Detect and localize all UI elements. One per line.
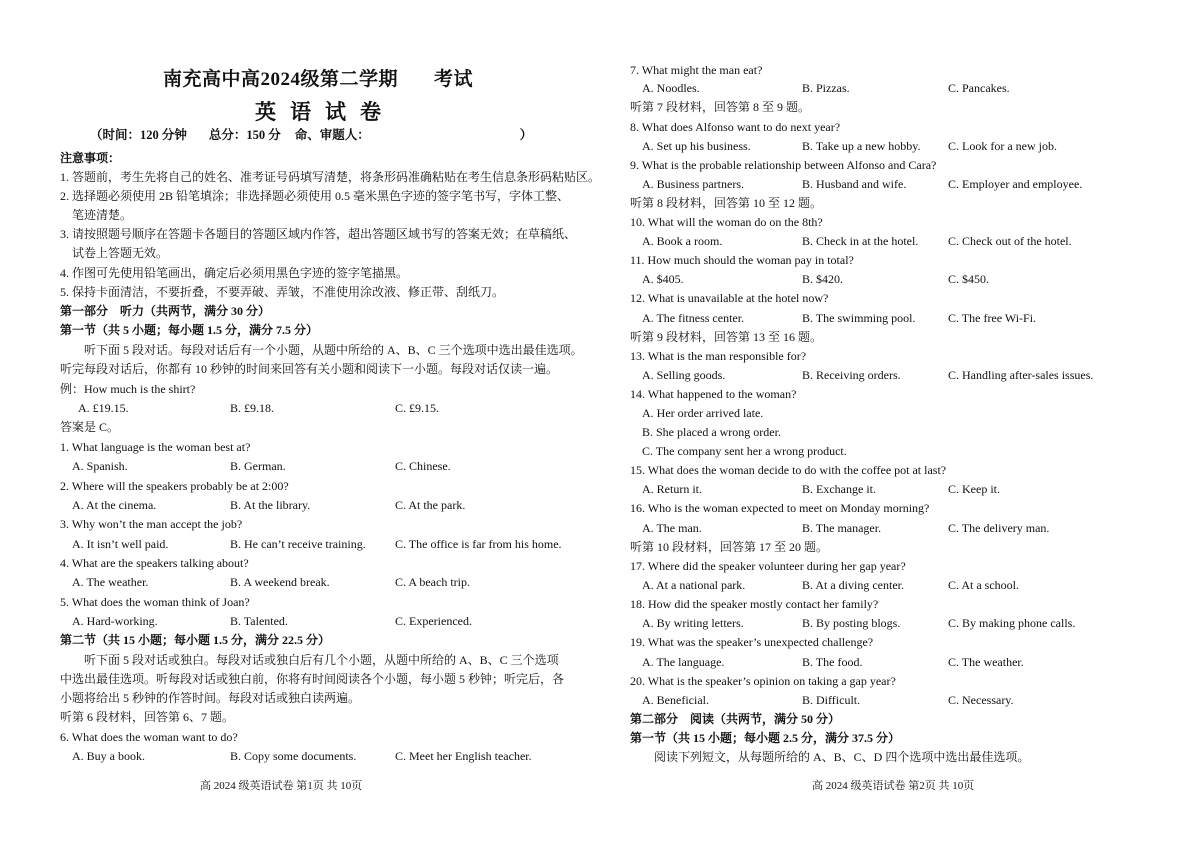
option-c: C. Chinese. [395,459,451,473]
option-b: B. By posting blogs. [802,616,901,630]
option-c: C. At a school. [948,578,1019,592]
question-16-options [630,521,1160,535]
example-question: 例：How much is the shirt? [60,382,196,396]
part1-sec1-heading: 第一节（共 5 小题；每小题 1.5 分，满分 7.5 分） [60,323,319,337]
question-20-options [630,693,1160,707]
option-b: B. The food. [802,655,863,669]
option-b: B. $420. [802,272,844,286]
option-a: A. It isn’t well paid. [72,537,169,551]
option-c: C. By making phone calls. [948,616,1076,630]
option-b: B. A weekend break. [230,575,330,589]
question-13-options [630,368,1160,382]
option-a: A. Selling goods. [642,368,726,382]
notes-heading: 注意事项： [60,151,121,165]
part2-sec1-instr: 阅读下列短文，从每题所给的 A、B、C、D 四个选项中选出最佳选项。 [654,750,1030,764]
option-c: C. The free Wi-Fi. [948,311,1037,325]
question-9: 9. What is the probable relationship between Alfonso and Cara? [630,158,937,172]
option-b: B. Receiving orders. [802,368,901,382]
option-a: A. Hard-working. [72,614,158,628]
option-c: C. The weather. [948,655,1024,669]
option-c: C. Pancakes. [948,81,1010,95]
part1-sec2-heading: 第二节（共 15 小题；每小题 1.5 分，满分 22.5 分） [60,633,331,647]
question-18-options [630,616,1160,630]
option-c: C. At the park. [395,498,466,512]
question-7-options [630,81,1160,95]
subject-title: 英语试卷 [255,100,395,124]
option-b: B. The manager. [802,521,882,535]
option-b: B. German. [230,459,286,473]
part1-sec1-instr: 听下面 5 段对话。每段对话后有一个小题，从题中所给的 A、B、C 三个选项中选出最佳选项。 [84,343,583,357]
note-1: 1. 答题前，考生先将自己的姓名、准考证号码填写清楚，将条形码准确粘贴在考生信息条形码粘贴区。 [60,170,601,184]
option-a: A. At the cinema. [72,498,157,512]
question-1: 1. What language is the woman best at? [60,440,251,454]
example-options [60,401,590,415]
question-11: 11. How much should the woman pay in total? [630,253,854,267]
option-c: C. The office is far from his home. [395,537,562,551]
question-17-options [630,578,1160,592]
question-6: 6. What does the woman want to do? [60,730,238,744]
option-c: C. Handling after-sales issues. [948,368,1094,382]
option-c: C. Employer and employee. [948,177,1083,191]
part1-sec2-instr-cont2: 小题将给出 5 秒钟的作答时间。每段对话或独白读两遍。 [60,691,361,705]
question-20: 20. What is the speaker’s opinion on taking a gap year? [630,674,896,688]
part1-sec1-instr-cont: 听完每段对话后，你都有 10 秒钟的时间来回答有关小题和阅读下一小题。每段对话仅读一遍。 [60,362,559,376]
option-c: C. Check out of the hotel. [948,234,1072,248]
option-b: B. At the library. [230,498,311,512]
option-c: C. $450. [948,272,990,286]
option-a: A. $405. [642,272,684,286]
option-c: C. Meet her English teacher. [395,749,532,763]
question-8: 8. What does Alfonso want to do next year? [630,120,841,134]
question-3: 3. Why won’t the man accept the job? [60,517,243,531]
question-19-options [630,655,1160,669]
question-5-options [60,614,590,628]
material-8-instr: 听第 8 段材料，回答第 10 至 12 题。 [630,196,823,210]
option-a: A. Set up his business. [642,139,751,153]
option-b: B. Husband and wife. [802,177,907,191]
question-12-options [630,311,1160,325]
note-2-cont: 笔迹清楚。 [72,208,133,222]
material-6-instr: 听第 6 段材料，回答第 6、7 题。 [60,710,235,724]
option-a: A. The fitness center. [642,311,745,325]
question-10: 10. What will the woman do on the 8th? [630,215,823,229]
question-19: 19. What was the speaker’s unexpected challenge? [630,635,874,649]
question-5: 5. What does the woman think of Joan? [60,595,250,609]
question-17: 17. Where did the speaker volunteer during her gap year? [630,559,906,573]
material-7-instr: 听第 7 段材料，回答第 8 至 9 题。 [630,100,811,114]
question-11-options [630,272,1160,286]
option-b: B. Difficult. [802,693,861,707]
question-3-options [60,537,590,551]
option-b: B. Pizzas. [802,81,850,95]
part1-sec2-instr-cont: 中选出最佳选项。听每段对话或独白前，你将有时间阅读各个小题，每小题 5 秒钟；听完后，各 [60,672,565,686]
question-14-option-b: B. She placed a wrong order. [642,425,781,439]
part2-heading: 第二部分 阅读（共两节，满分 50 分） [630,712,841,726]
option-c: C. Experienced. [395,614,472,628]
question-2: 2. Where will the speakers probably be at 2:00? [60,479,289,493]
question-14-option-a: A. Her order arrived late. [642,406,764,420]
question-4-options [60,575,590,589]
option-a: A. £19.15. [78,401,129,415]
option-b: B. £9.18. [230,401,275,415]
option-c: C. Necessary. [948,693,1014,707]
option-c: C. Look for a new job. [948,139,1057,153]
option-a: A. Buy a book. [72,749,145,763]
option-c: C. The delivery man. [948,521,1050,535]
option-a: A. The weather. [72,575,149,589]
page-footer: 高 2024 级英语试卷 第1页 共 10页 [200,780,363,792]
option-b: B. At a diving center. [802,578,904,592]
question-8-options [630,139,1160,153]
part2-sec1-heading: 第一节（共 15 小题；每小题 2.5 分，满分 37.5 分） [630,731,901,745]
option-a: A. The language. [642,655,725,669]
note-4: 4. 作图可先使用铅笔画出，确定后必须用黑色字迹的签字笔描黑。 [60,266,409,280]
option-a: A. Business partners. [642,177,744,191]
option-b: B. Take up a new hobby. [802,139,921,153]
note-3: 3. 请按照题号顺序在答题卡各题目的答题区域内作答，超出答题区域书写的答案无效；在草稿纸、 [60,227,577,241]
option-b: B. Check in at the hotel. [802,234,919,248]
question-7: 7. What might the man eat? [630,63,763,77]
example-answer: 答案是 C。 [60,420,120,434]
option-a: A. Book a room. [642,234,723,248]
option-b: B. Talented. [230,614,288,628]
question-13: 13. What is the man responsible for? [630,349,807,363]
question-4: 4. What are the speakers talking about? [60,556,249,570]
material-9-instr: 听第 9 段材料，回答第 13 至 16 题。 [630,330,823,344]
option-a: A. By writing letters. [642,616,744,630]
question-6-options [60,749,590,763]
note-2: 2. 选择题必须使用 2B 铅笔填涂；非选择题必须使用 0.5 毫米黑色字迹的签字笔书写，字体工整、 [60,189,570,203]
option-b: B. Exchange it. [802,482,876,496]
question-16: 16. Who is the woman expected to meet on Monday morning? [630,501,930,515]
option-b: B. He can’t receive training. [230,537,366,551]
question-18: 18. How did the speaker mostly contact her family? [630,597,879,611]
option-b: B. The swimming pool. [802,311,916,325]
question-15: 15. What does the woman decide to do with the coffee pot at last? [630,463,947,477]
page-2 [630,0,1160,847]
option-c: C. Keep it. [948,482,1000,496]
question-15-options [630,482,1160,496]
option-a: A. The man. [642,521,702,535]
option-b: B. Copy some documents. [230,749,357,763]
option-c: C. A beach trip. [395,575,470,589]
material-10-instr: 听第 10 段材料，回答第 17 至 20 题。 [630,540,829,554]
note-5: 5. 保持卡面清洁，不要折叠，不要弄破、弄皱，不准使用涂改液、修正带、刮纸刀。 [60,285,505,299]
option-a: A. Spanish. [72,459,128,473]
question-12: 12. What is unavailable at the hotel now? [630,291,829,305]
exam-title: 南充高中高2024级第二学期 考试 [163,69,474,90]
question-9-options [630,177,1160,191]
page-1 [60,0,601,847]
option-a: A. Return it. [642,482,702,496]
part1-sec2-instr: 听下面 5 段对话或独白。每段对话或独白后有几个小题，从题中所给的 A、B、C 三个选项 [84,653,559,667]
option-a: A. Beneficial. [642,693,709,707]
option-a: A. Noodles. [642,81,700,95]
option-a: A. At a national park. [642,578,746,592]
option-c: C. £9.15. [395,401,440,415]
question-10-options [630,234,1160,248]
exam-meta: （时间：120 分钟 总分：150 分 命、审题人： ） [90,128,533,142]
question-1-options [60,459,590,473]
question-14: 14. What happened to the woman? [630,387,797,401]
part1-heading: 第一部分 听力（共两节，满分 30 分） [60,304,271,318]
question-2-options [60,498,590,512]
question-14-option-c: C. The company sent her a wrong product. [642,444,847,458]
note-3-cont: 试卷上答题无效。 [72,246,169,260]
page-footer: 高 2024 级英语试卷 第2页 共 10页 [812,780,975,792]
